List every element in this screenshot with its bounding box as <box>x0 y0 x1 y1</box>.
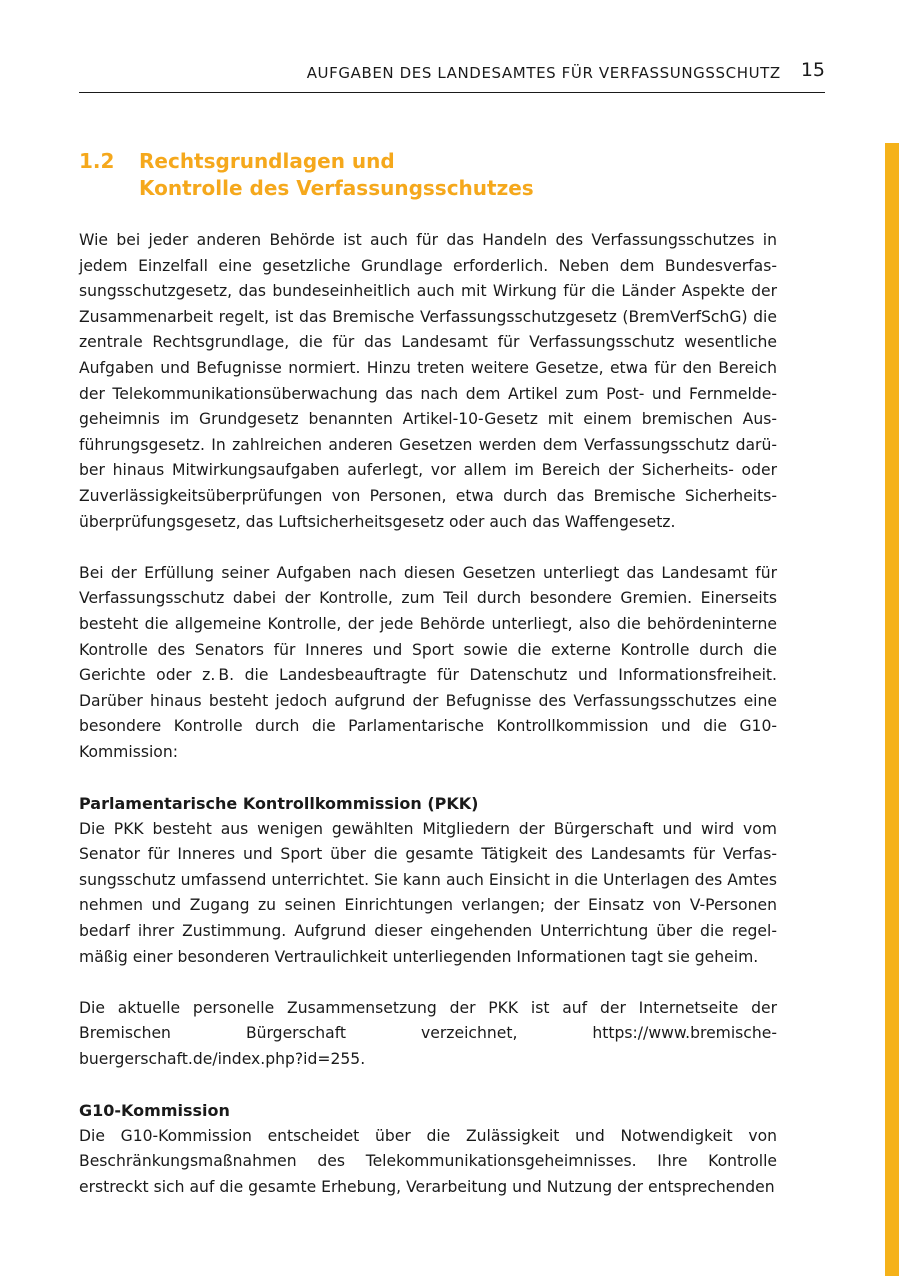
section-title <box>139 148 534 202</box>
page-number: 15 <box>800 59 825 81</box>
section-number: 1.2 <box>79 149 115 173</box>
g10-heading: G10-Kommission <box>79 1101 230 1121</box>
paragraph-legal-basis: Wie bei jeder anderen Behörde ist auch für das Handeln des Verfassungsschutzes in jedem Einzelfall eine gesetzliche Grundlage erforderlich. Neben dem Bundesverfassungsschutzgesetz, das bundeseinheitlich auch mit Wirkung für die Länder Aspekte der Zusammenarbeit regelt, ist das Bremische Verfassungsschutzgesetz (BremVerfSchG) die zentrale Rechtsgrundlage, die für das Landesamt für Verfassungsschutz wesentliche Aufgaben und Befugnisse normiert. Hinzu treten weitere Gesetze, etwa für den Bereich der Telekommunikationsüberwachung das nach dem Artikel zum Post- und Fernmeldegeheimnis im Grundgesetz benannten Artikel-10-Gesetz mit einem bremischen Ausführungsgesetz. In zahlreichen anderen Gesetzen werden dem Verfassungsschutz darüber hinaus Mitwirkungsaufgaben auferlegt, vor allem im Bereich der Sicherheits- oder Zuverlässigkeitsüberprüfungen von Personen, etwa durch das Bremische Sicherheitsüberprüfungsgesetz, das Luftsicherheitsgesetz oder auch das Waffengesetz. <box>79 231 777 531</box>
running-header <box>79 58 825 93</box>
section-heading <box>79 148 534 202</box>
pkk-heading: Parlamentarische Kontrollkommission (PKK) <box>79 794 479 814</box>
g10-paragraph: Die G10-Kommission entscheidet über die Zulässigkeit und Notwendigkeit von Beschränkungsmaßnahmen des Telekommunikationsgeheimnisses. Ihre Kontrolle erstreckt sich auf die gesamte Erhebung, Verarbeitung und Nutzung der entsprechenden <box>79 1126 777 1196</box>
running-title: AUFGABEN DES LANDESAMTES FÜR VERFASSUNGSSCHUTZ <box>306 64 781 82</box>
section-title-line1: Rechtsgrundlagen und <box>139 149 395 173</box>
pkk-link-paragraph: Die aktuelle personelle Zusammensetzung der PKK ist auf der Internetseite der Bremischen Bürgerschaft verzeichnet, https://www.bremische-buergerschaft.de/index.php?id=255. <box>79 998 777 1068</box>
accent-side-bar <box>885 143 899 1276</box>
body-text <box>79 228 777 1226</box>
paragraph-control: Bei der Erfüllung seiner Aufgaben nach diesen Gesetzen unterliegt das Landesamt für Verfassungsschutz dabei der Kontrolle, zum Teil durch besondere Gremien. Einerseits besteht die allgemeine Kontrolle, der jede Behörde unterliegt, also die behördeninterne Kontrolle des Senators für Inneres und Sport sowie die externe Kontrolle durch die Gerichte oder z. B. die Landesbeauftragte für Datenschutz und Informationsfreiheit. Darüber hinaus besteht jedoch aufgrund der Befugnisse des Verfassungsschutzes eine besondere Kontrolle durch die Parlamentarische Kontrollkommission und die G10-Kommission: <box>79 563 777 761</box>
section-title-line2: Kontrolle des Verfassungsschutzes <box>139 176 534 200</box>
pkk-paragraph: Die PKK besteht aus wenigen gewählten Mitgliedern der Bürgerschaft und wird vom Senator für Inneres und Sport über die gesamte Tätigkeit des Landesamts für Verfassungsschutz umfassend unterrichtet. Sie kann auch Einsicht in die Unterlagen des Amtes nehmen und Zugang zu seinen Einrichtungen verlangen; der Einsatz von V-Personen bedarf ihrer Zustimmung. Aufgrund dieser eingehenden Unterrichtung über die regelmäßig einer besonderen Vertraulichkeit unterliegenden Informationen tagt sie geheim. <box>79 819 777 966</box>
